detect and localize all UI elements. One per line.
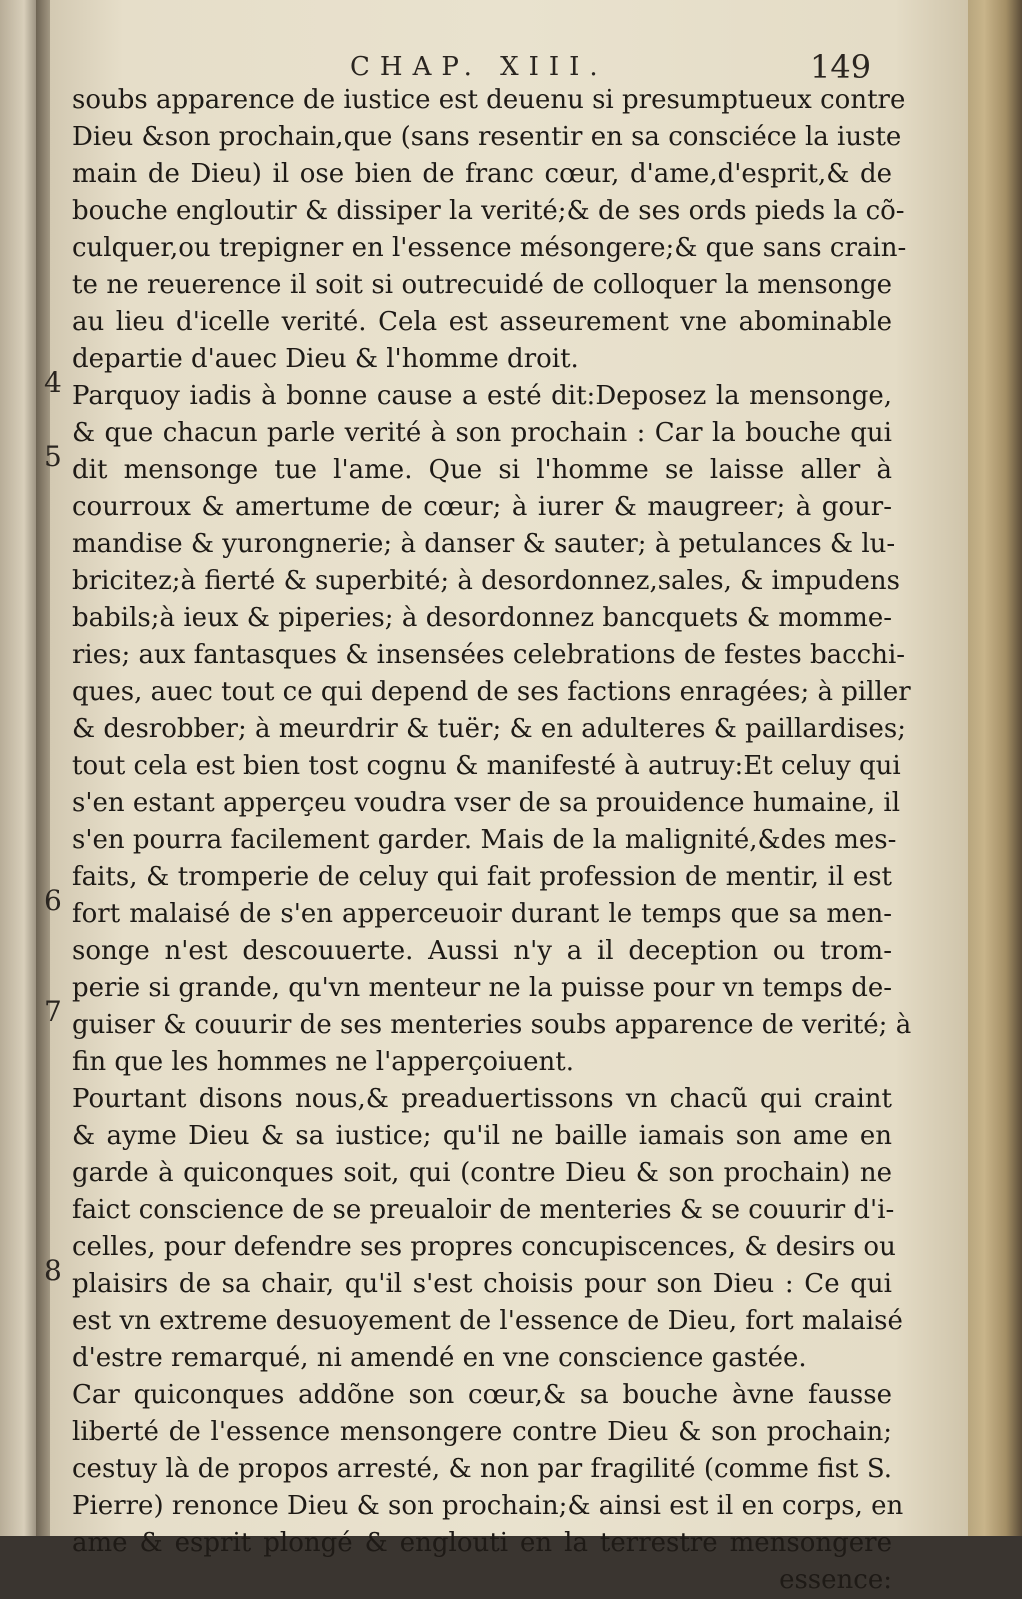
margin-verse-number: 8 — [44, 1254, 62, 1287]
text-line: plaisirs de sa chair, qu'il s'est choisis pour son Dieu : Ce qui — [72, 1269, 892, 1299]
text-line: departie d'auec Dieu & l'homme droit. — [72, 344, 579, 374]
text-line: main de Dieu) il ose bien de franc cœur, d'ame,d'esprit,& de — [72, 159, 892, 189]
text-line: songe n'est descouuerte. Aussi n'y a il deception ou trom- — [72, 936, 892, 966]
text-line: Dieu &son prochain,que (sans resentir en sa consciéce la iuste — [72, 122, 902, 152]
text-line: & que chacun parle verité à son prochain : Car la bouche qui — [72, 418, 892, 448]
text-line: courroux & amertume de cœur; à iurer & maugreer; à gour- — [72, 492, 892, 522]
text-line: est vn extreme desuoyement de l'essence de Dieu, fort malaisé — [72, 1306, 903, 1336]
text-line: perie si grande, qu'vn menteur ne la puisse pour vn temps de- — [72, 973, 893, 1003]
running-head: CHAP. XIII. — [350, 52, 608, 82]
text-line: dit mensonge tue l'ame. Que si l'homme se laisse aller à — [72, 455, 892, 485]
margin-verse-number: 6 — [44, 884, 62, 917]
text-line: faict conscience de se preualoir de menteries & se couurir d'i- — [72, 1195, 895, 1225]
margin-verse-number: 5 — [44, 440, 62, 473]
text-line: bouche engloutir & dissiper la verité;& de ses ords pieds la cõ- — [72, 196, 905, 226]
text-line: garde à quiconques soit, qui (contre Dieu & son prochain) ne — [72, 1158, 892, 1188]
text-line: Parquoy iadis à bonne cause a esté dit:Deposez la mensonge, — [72, 381, 892, 411]
text-line: guiser & couurir de ses menteries soubs apparence de verité; à — [72, 1010, 912, 1040]
text-line: celles, pour defendre ses propres concupiscences, & desirs ou — [72, 1232, 896, 1262]
text-line: tout cela est bien tost cognu & manifesté à autruy:Et celuy qui — [72, 751, 901, 781]
text-line: & ayme Dieu & sa iustice; qu'il ne baille iamais son ame en — [72, 1121, 892, 1151]
text-line: cestuy là de propos arresté, & non par fragilité (comme fist S. — [72, 1454, 892, 1484]
facing-page-edge — [0, 0, 40, 1536]
text-line: mandise & yurongnerie; à danser & sauter; à petulances & lu- — [72, 529, 896, 559]
text-line: ques, auec tout ce qui depend de ses factions enragées; à piller — [72, 677, 911, 707]
text-line: bricitez;à fierté & superbité; à desordonnez,sales, & impudens — [72, 566, 901, 596]
text-line: Car quiconques addõne son cœur,& sa bouche àvne fausse — [72, 1380, 892, 1410]
text-line: te ne reuerence il soit si outrecuidé de colloquer la mensonge — [72, 270, 892, 300]
page-header — [50, 48, 968, 86]
text-line: ries; aux fantasques & insensées celebrations de festes bacchi- — [72, 640, 906, 670]
text-line: fort malaisé de s'en apperceuoir durant le temps que sa men- — [72, 899, 892, 929]
text-line: faits, & tromperie de celuy qui fait profession de mentir, il est — [72, 862, 892, 892]
text-line: culquer,ou trepigner en l'essence mésongere;& que sans crain- — [72, 233, 907, 263]
text-line: s'en estant apperçeu voudra vser de sa prouidence humaine, il — [72, 788, 901, 818]
margin-verse-number: 4 — [44, 366, 62, 399]
margin-verse-number: 7 — [44, 995, 62, 1028]
text-line: liberté de l'essence mensongere contre Dieu & son prochain; — [72, 1417, 892, 1447]
text-line: au lieu d'icelle verité. Cela est asseurement vne abominable — [72, 307, 892, 337]
body-text — [44, 82, 912, 1599]
text-line: babils;à ieux & piperies; à desordonnez bancquets & momme- — [72, 603, 892, 633]
text-line: s'en pourra facilement garder. Mais de la malignité,&des mes- — [72, 825, 897, 855]
text-line: Pourtant disons nous,& preaduertissons vn chacũ qui craint — [72, 1084, 892, 1114]
text-line: fin que les hommes ne l'apperçoiuent. — [72, 1047, 574, 1077]
text-line: ame & esprit plongé & englouti en la terrestre mensongere — [72, 1528, 892, 1558]
text-line: & desrobber; à meurdrir & tuër; & en adulteres & paillardises; — [72, 714, 906, 744]
page-number: 149 — [810, 48, 872, 86]
catchword: essence: — [779, 1565, 892, 1595]
text-line: soubs apparence de iustice est deuenu si presumptueux contre — [72, 85, 906, 115]
book-page — [44, 0, 968, 1595]
text-line: d'estre remarqué, ni amendé en vne conscience gastée. — [72, 1343, 807, 1373]
text-line: Pierre) renonce Dieu & son prochain;& ainsi est il en corps, en — [72, 1491, 904, 1521]
page-edge — [968, 0, 1022, 1536]
